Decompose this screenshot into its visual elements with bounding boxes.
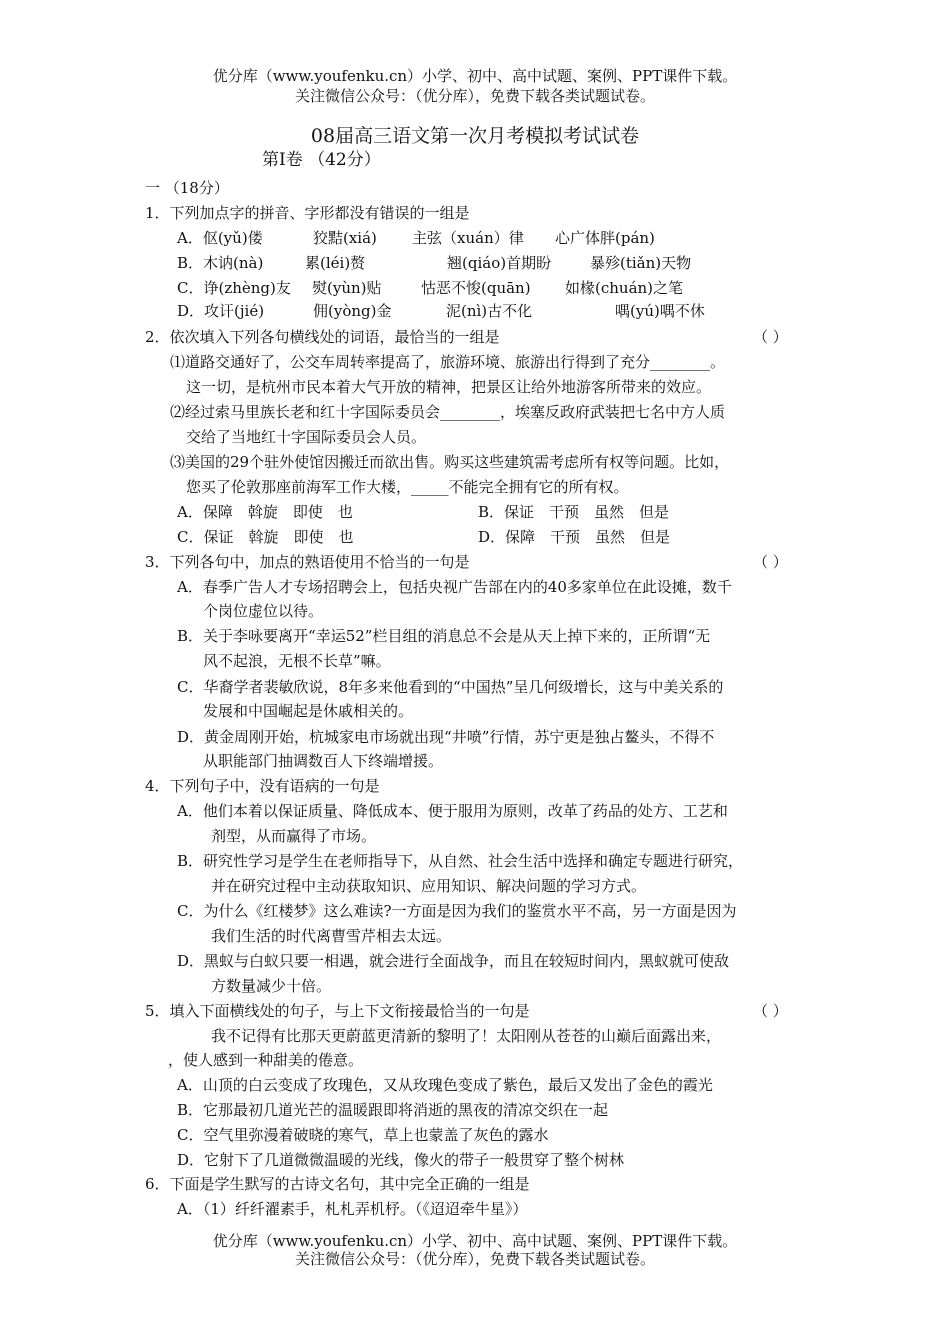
q5-stem: 5．填入下面横线处的句子，与上下文衔接最恰当的一句是 [145, 1002, 530, 1020]
q3-option-b-line2: 风不起浪，无根不长草”嘛。 [203, 652, 391, 670]
q4-option-d-line1: D．黑蚁与白蚁只要一相遇，就会进行全面战争，而且在较短时间内，黑蚁就可使敌 [177, 952, 730, 970]
q2-sentence-2a: ⑵经过索马里族长老和红十字国际委员会________，埃塞反政府武装把七名中方人质 [170, 403, 726, 421]
q3-option-c-line2: 发展和中国崛起是休戚相关的。 [203, 702, 414, 720]
page-subtitle: 第Ⅰ卷 （42分） [262, 150, 381, 170]
q3-option-d-line1: D．黄金周刚开始，杭城家电市场就出现“井喷”行情，苏宁更是独占鳌头，不得不 [177, 728, 715, 746]
q5-option-a: A．山顶的白云变成了玫瑰色，又从玫瑰色变成了紫色，最后又发出了金色的霞光 [177, 1076, 713, 1094]
q2-answer-paren: （ ） [753, 328, 788, 346]
q1-b-1: B．木讷(nà) [177, 254, 264, 272]
q4-option-b-line1: B．研究性学习是学生在老师指导下，从自然、社会生活中选择和确定专题进行研究， [177, 852, 744, 870]
q1-a-4: 心广体胖(pán) [555, 229, 655, 247]
q6-stem: 6．下面是学生默写的古诗文名句，其中完全正确的一组是 [145, 1175, 530, 1193]
q3-stem: 3．下列各句中，加点的熟语使用不恰当的一句是 [145, 553, 470, 571]
q1-a-3: 主弦（xuán）律 [412, 229, 524, 247]
q4-option-c-line1: C．为什么《红楼梦》这么难读?一方面是因为我们的鉴赏水平不高，另一方面是因为 [177, 902, 737, 920]
q3-answer-paren: （ ） [753, 553, 788, 571]
q4-option-b-line2: 并在研究过程中主动获取知识、应用知识、解决问题的学习方式。 [211, 877, 647, 895]
q1-stem: 1．下列加点字的拼音、字形都没有错误的一组是 [145, 204, 470, 222]
q3-option-d-line2: 从职能部门抽调数百人下终端增援。 [203, 752, 444, 770]
q2-option-c: C．保证 斡旋 即使 也 [177, 528, 354, 546]
q1-b-2: 累(léi)赘 [305, 254, 366, 272]
q1-b-4: 暴殄(tiǎn)天物 [590, 254, 692, 272]
section-heading: 一 （18分） [145, 179, 229, 197]
q4-stem: 4．下列句子中，没有语病的一句是 [145, 777, 380, 795]
q5-option-b: B．它那最初几道光芒的温暖跟即将消逝的黑夜的清凉交织在一起 [177, 1101, 609, 1119]
q2-sentence-3b: 您买了伦敦那座前海军工作大楼，_____不能完全拥有它的所有权。 [186, 478, 629, 496]
q2-stem: 2．依次填入下列各句横线处的词语，最恰当的一组是 [145, 328, 500, 346]
q3-option-a-line1: A．春季广告人才专场招聘会上，包括央视广告部在内的40多家单位在此设摊，数千 [177, 578, 732, 596]
q1-d-2: 佣(yòng)金 [313, 302, 392, 320]
q2-sentence-1b: 这一切，是杭州市民本着大气开放的精神，把景区让给外地游客所带来的效应。 [186, 378, 712, 396]
header-line-2: 关注微信公众号：（优分库），免费下载各类试题试卷。 [294, 87, 655, 105]
page-title: 08届高三语文第一次月考模拟考试试卷 [310, 125, 640, 147]
q2-option-a: A．保障 斡旋 即使 也 [177, 503, 353, 521]
q2-sentence-1a: ⑴道路交通好了，公交车周转率提高了，旅游环境、旅游出行得到了充分________。 [170, 353, 726, 371]
q1-a-2: 狡黠(xiá) [313, 229, 377, 247]
q2-option-d: D．保障 干预 虽然 但是 [478, 528, 671, 546]
q2-sentence-3a: ⑶美国的29个驻外使馆因搬迁而欲出售。购买这些建筑需考虑所有权等问题。比如， [170, 453, 730, 471]
q3-option-a-line2: 个岗位虚位以待。 [203, 602, 324, 620]
q1-d-1: D．攻讦(jié) [177, 302, 265, 320]
q4-option-a-line1: A．他们本着以保证质量、降低成本、便于服用为原则，改革了药品的处方、工艺和 [177, 802, 728, 820]
q5-answer-paren: （ ） [753, 1002, 788, 1020]
q1-c-4: 如椽(chuán)之笔 [565, 279, 684, 297]
q1-a-1: A．伛(yǔ)偻 [177, 229, 263, 247]
q2-option-b: B．保证 干预 虽然 但是 [478, 503, 670, 521]
q1-c-3: 怙恶不悛(quān) [421, 279, 531, 297]
q5-option-c: C．空气里弥漫着破晓的寒气，草上也蒙盖了灰色的露水 [177, 1126, 549, 1144]
q5-passage-line1: 我不记得有比那天更蔚蓝更清新的黎明了！太阳刚从苍苍的山巅后面露出来， [211, 1027, 722, 1045]
q1-c-2: 熨(yùn)贴 [312, 279, 382, 297]
q2-sentence-2b: 交给了当地红十字国际委员会人员。 [186, 428, 427, 446]
footer-line-2: 关注微信公众号：（优分库），免费下载各类试题试卷。 [294, 1250, 655, 1268]
q5-option-d: D．它射下了几道微微温暖的光线，像火的带子一般贯穿了整个树林 [177, 1151, 625, 1169]
q6-option-a: A．（1）纤纤濯素手，札札弄机杼。（《迢迢牵牛星》） [177, 1200, 528, 1218]
q1-c-1: C．诤(zhèng)友 [177, 279, 291, 297]
q3-option-b-line1: B．关于李咏要离开“幸运52”栏目组的消息总不会是从天上掉下来的，正所谓“无 [177, 627, 711, 645]
q1-d-3: 泥(nì)古不化 [446, 302, 533, 320]
q5-passage-line2: ，使人感到一种甜美的倦意。 [168, 1051, 364, 1069]
q4-option-c-line2: 我们生活的时代离曹雪芹相去太远。 [211, 927, 452, 945]
q4-option-a-line2: 剂型，从而赢得了市场。 [211, 827, 377, 845]
header-line-1: 优分库（www.youfenku.cn）小学、初中、高中试题、案例、PPT课件下载。 [212, 67, 738, 85]
q3-option-c-line1: C．华裔学者裴敏欣说，8年多来他看到的“中国热”呈几何级增长，这与中美关系的 [177, 678, 724, 696]
q4-option-d-line2: 方数量减少十倍。 [211, 977, 332, 995]
footer-line-1: 优分库（www.youfenku.cn）小学、初中、高中试题、案例、PPT课件下载。 [212, 1232, 738, 1250]
q1-b-3: 翘(qiáo)首期盼 [447, 254, 552, 272]
q1-d-4: 喁(yú)喁不休 [615, 302, 705, 320]
